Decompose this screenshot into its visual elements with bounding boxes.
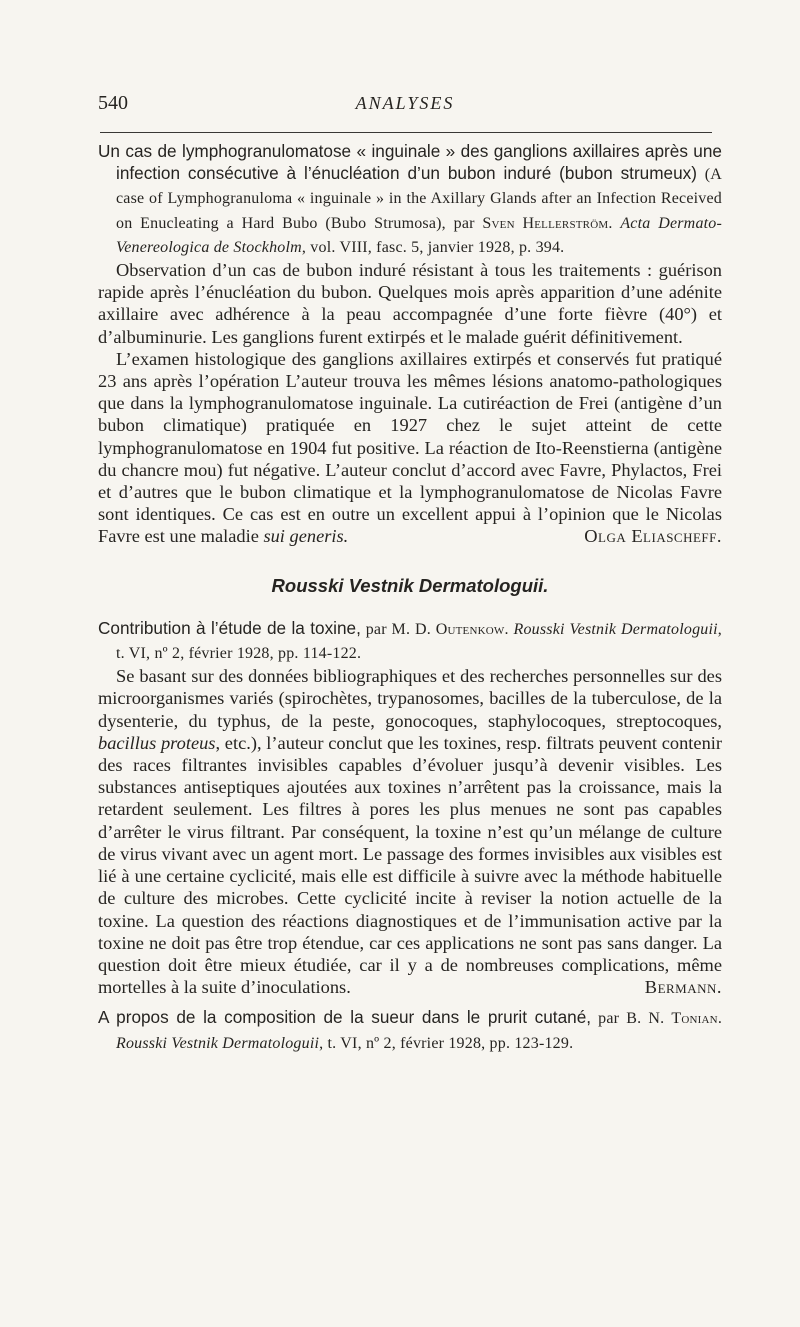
page-body [98, 140, 722, 1055]
article-2-title: Contribution à l’étude de la toxine, [98, 617, 361, 638]
bacillus-proteus: bacillus proteus [98, 732, 216, 753]
article-1-paragraph-2: L’examen histologique des ganglions axillaires extirpés et conservés fut pratiqué 23 ans après l’opération L’auteur trouva les mêmes lésions anatomo-pathologiques que dans la lymphogranulomatose inguinale. La cutiréaction de Frei (antigène d’un bubon climatique) pratiquée en 1927 chez le sujet atteint de cette lymphogranulomatose en 1904 fut positive. La réaction de Ito-Reenstierna (antigène du chancre mou) fut négative. L’auteur conclut d’accord avec Favre, Phylactos, Frei et d’autres que le bubon climatique et la lymphogranulomatose de Nicolas Favre sont identiques. Ce cas est en outre un excellent appui à l’opinion que le Nicolas Favre est une maladie sui generis. Olga Eliascheff. [98, 348, 722, 547]
article-2-reference: par M. D. Outenkow. Rousski Vestnik Dermatologuii, t. VI, nº 2, février 1928, pp. 114-122. [116, 620, 722, 663]
sui-generis: sui generis. [263, 526, 349, 547]
article-1-paragraph-1: Observation d’un cas de bubon induré résistant à tous les traitements : guérison rapide après l’énucléation du bubon. Quelques mois après apparition d’une adénite axillaire avec adhérence à la peau accompagnée d’une forte fièvre (40°) et d’albuminurie. Les ganglions furent extirpés et le malade guérit définitivement. [98, 260, 722, 347]
article-2-heading [98, 617, 722, 665]
article-3-heading [98, 1006, 722, 1054]
article-3-title: A propos de la composition de la sueur dans le prurit cutané, [98, 1007, 592, 1028]
article-3-reference: par B. N. Tonian. Rousski Vestnik Dermatologuii, t. VI, nº 2, février 1928, pp. 123-129. [116, 1010, 723, 1052]
article-1-title: Un cas de lymphogranulomatose « inguinale » des ganglions axillaires après une infection consécutive à l’énucléation d’un bubon induré (bubon strumeux) [98, 141, 722, 184]
article-2-paragraph: Se basant sur des données bibliographiques et des recherches personnelles sur des microorganismes variés (spirochètes, trypanosomes, bacilles de la tuberculose, de la dysenterie, du typhus, de la peste, gonocoques, staphylocoques, streptocoques, bacillus proteus, etc.), l’auteur conclut que les toxines, resp. filtrats peuvent contenir des races filtrantes invisibles capables d’évoluer jusqu’à devenir visibles. Les substances antiseptiques ajoutées aux toxines n’arrêtent pas la croissance, mais la retardent seulement. Les filtres à pores les plus menues ne sont pas capables d’arrêter le virus filtrant. Par conséquent, la toxine n’est qu’un mélange de culture de virus vivant avec un agent mort. Le passage des formes invisibles aux visibles est lié à une certaine cyclicité, mais elle est difficile à suivre avec la méthode habituelle de culture des microbes. Cette cyclicité incite à reviser la notion actuelle de la toxine. La question des réactions diagnostiques et de l’immunisation active par la toxine ne doit pas être trop étendue, car ces applications ne sont pas sans danger. La question doit être mieux étudiée, car il y a de nombreuses complications, même mortelles à la suite d’inoculations. Bermann. [98, 666, 722, 998]
article-2-author: Outenkow [435, 620, 505, 638]
article-3-author: Tonian [671, 1010, 718, 1028]
page-header [98, 88, 712, 116]
article-1-signature: Olga Eliascheff. [584, 526, 722, 547]
article-2-signature: Bermann. [644, 977, 722, 998]
article-1-journal: Acta Dermato-Venereologica de Stockholm [116, 214, 723, 256]
running-head: ANALYSES [355, 93, 455, 113]
article-2-journal: Rousski Vestnik Dermatologuii [513, 620, 718, 638]
header-rule [100, 132, 712, 133]
article-1-author: Sven Hellerström [482, 214, 609, 232]
article-1-reference: (A case of Lymphogranuloma « inguinale » in the Axillary Glands after an Infection Received on Enucleating a Hard Bubo (Bubo Strumosa), par Sven Hellerström. Acta Dermato-Venereologica de Stockholm, vol. VIII, fasc. 5, janvier 1928, p. 394. [116, 166, 723, 256]
page-number: 540 [98, 92, 128, 114]
journal-section-title: Rousski Vestnik Dermatologuii. [271, 574, 549, 596]
article-1-heading [98, 140, 722, 259]
article-3-journal: Rousski Vestnik Dermatologuii [116, 1034, 320, 1052]
